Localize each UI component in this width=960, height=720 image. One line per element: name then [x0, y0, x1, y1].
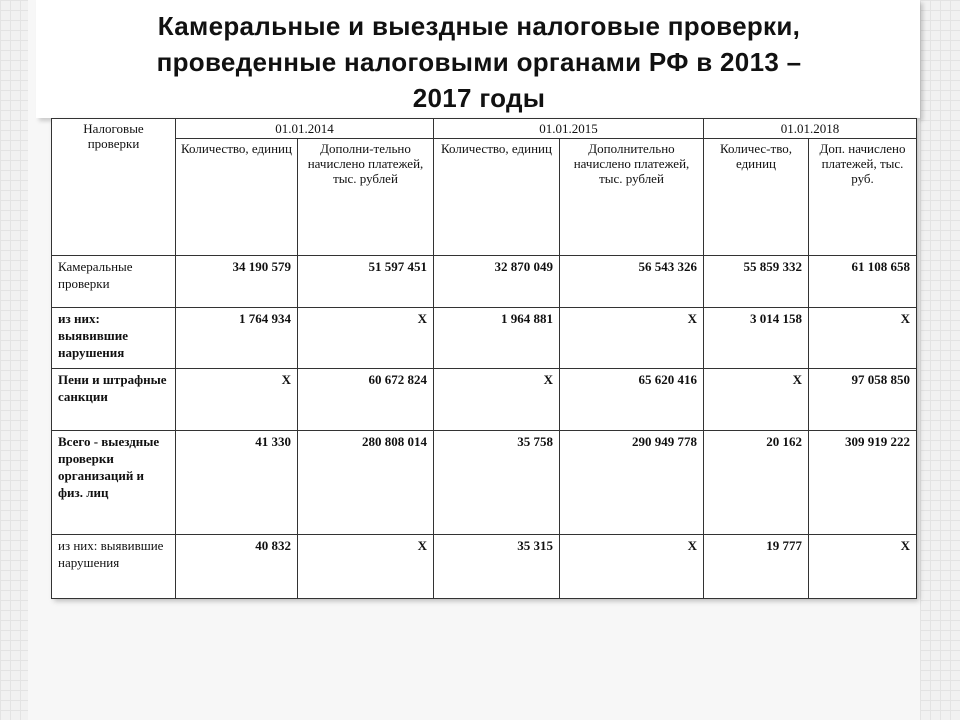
title-line-2: проведенные налоговыми органами РФ в 2013 –	[156, 47, 802, 77]
cell-value: 19 777	[704, 535, 809, 599]
subheader-count-2014: Количество, единиц	[176, 139, 298, 256]
cell-value: Х	[809, 535, 917, 599]
tax-audits-table	[51, 118, 917, 599]
cell-value: 35 315	[434, 535, 560, 599]
cell-value: Х	[298, 535, 434, 599]
header-date-2018: 01.01.2018	[704, 119, 917, 139]
cell-value: 41 330	[176, 431, 298, 535]
cell-value: Х	[809, 308, 917, 369]
cell-value: 56 543 326	[560, 256, 704, 308]
table-row	[52, 535, 917, 599]
cell-value: Х	[560, 535, 704, 599]
cell-value: 65 620 416	[560, 369, 704, 431]
header-row-subheaders	[52, 139, 917, 256]
row-label: Всего - выездные проверки организаций и физ. лиц	[52, 431, 176, 535]
table-row	[52, 369, 917, 431]
subheader-count-2015: Количество, единиц	[434, 139, 560, 256]
subheader-charged-2015: Дополнительно начислено платежей, тыс. рублей	[560, 139, 704, 256]
subheader-charged-2018: Доп. начислено платежей, тыс. руб.	[809, 139, 917, 256]
cell-value: 60 672 824	[298, 369, 434, 431]
cell-value: Х	[560, 308, 704, 369]
row-label: из них: выявившие нарушения	[52, 308, 176, 369]
cell-value: 40 832	[176, 535, 298, 599]
cell-value: Х	[298, 308, 434, 369]
cell-value: 20 162	[704, 431, 809, 535]
cell-value: 309 919 222	[809, 431, 917, 535]
cell-value: 290 949 778	[560, 431, 704, 535]
cell-value: 1 764 934	[176, 308, 298, 369]
cell-value: 34 190 579	[176, 256, 298, 308]
table-row	[52, 431, 917, 535]
header-date-2015: 01.01.2015	[434, 119, 704, 139]
header-corner: Налоговые проверки	[52, 119, 176, 256]
cell-value: Х	[434, 369, 560, 431]
cell-value: Х	[704, 369, 809, 431]
cell-value: Х	[176, 369, 298, 431]
header-date-2014: 01.01.2014	[176, 119, 434, 139]
header-row-dates	[52, 119, 917, 139]
cell-value: 35 758	[434, 431, 560, 535]
subheader-count-2018: Количес-тво, единиц	[704, 139, 809, 256]
cell-value: 97 058 850	[809, 369, 917, 431]
cell-value: 1 964 881	[434, 308, 560, 369]
row-label: из них: выявившие нарушения	[52, 535, 176, 599]
table-row	[52, 256, 917, 308]
table-row	[52, 308, 917, 369]
cell-value: 55 859 332	[704, 256, 809, 308]
cell-value: 280 808 014	[298, 431, 434, 535]
title-line-1: Камеральные и выездные налоговые проверки,	[157, 11, 801, 41]
title-line-3: 2017 годы	[412, 83, 546, 113]
cell-value: 51 597 451	[298, 256, 434, 308]
cell-value: 61 108 658	[809, 256, 917, 308]
tax-audits-table-container	[51, 118, 916, 598]
cell-value: 3 014 158	[704, 308, 809, 369]
row-label: Камеральные проверки	[52, 256, 176, 308]
cell-value: 32 870 049	[434, 256, 560, 308]
subheader-charged-2014: Дополни-тельно начислено платежей, тыс. рублей	[298, 139, 434, 256]
row-label: Пени и штрафные санкции	[52, 369, 176, 431]
slide-title	[62, 8, 896, 116]
